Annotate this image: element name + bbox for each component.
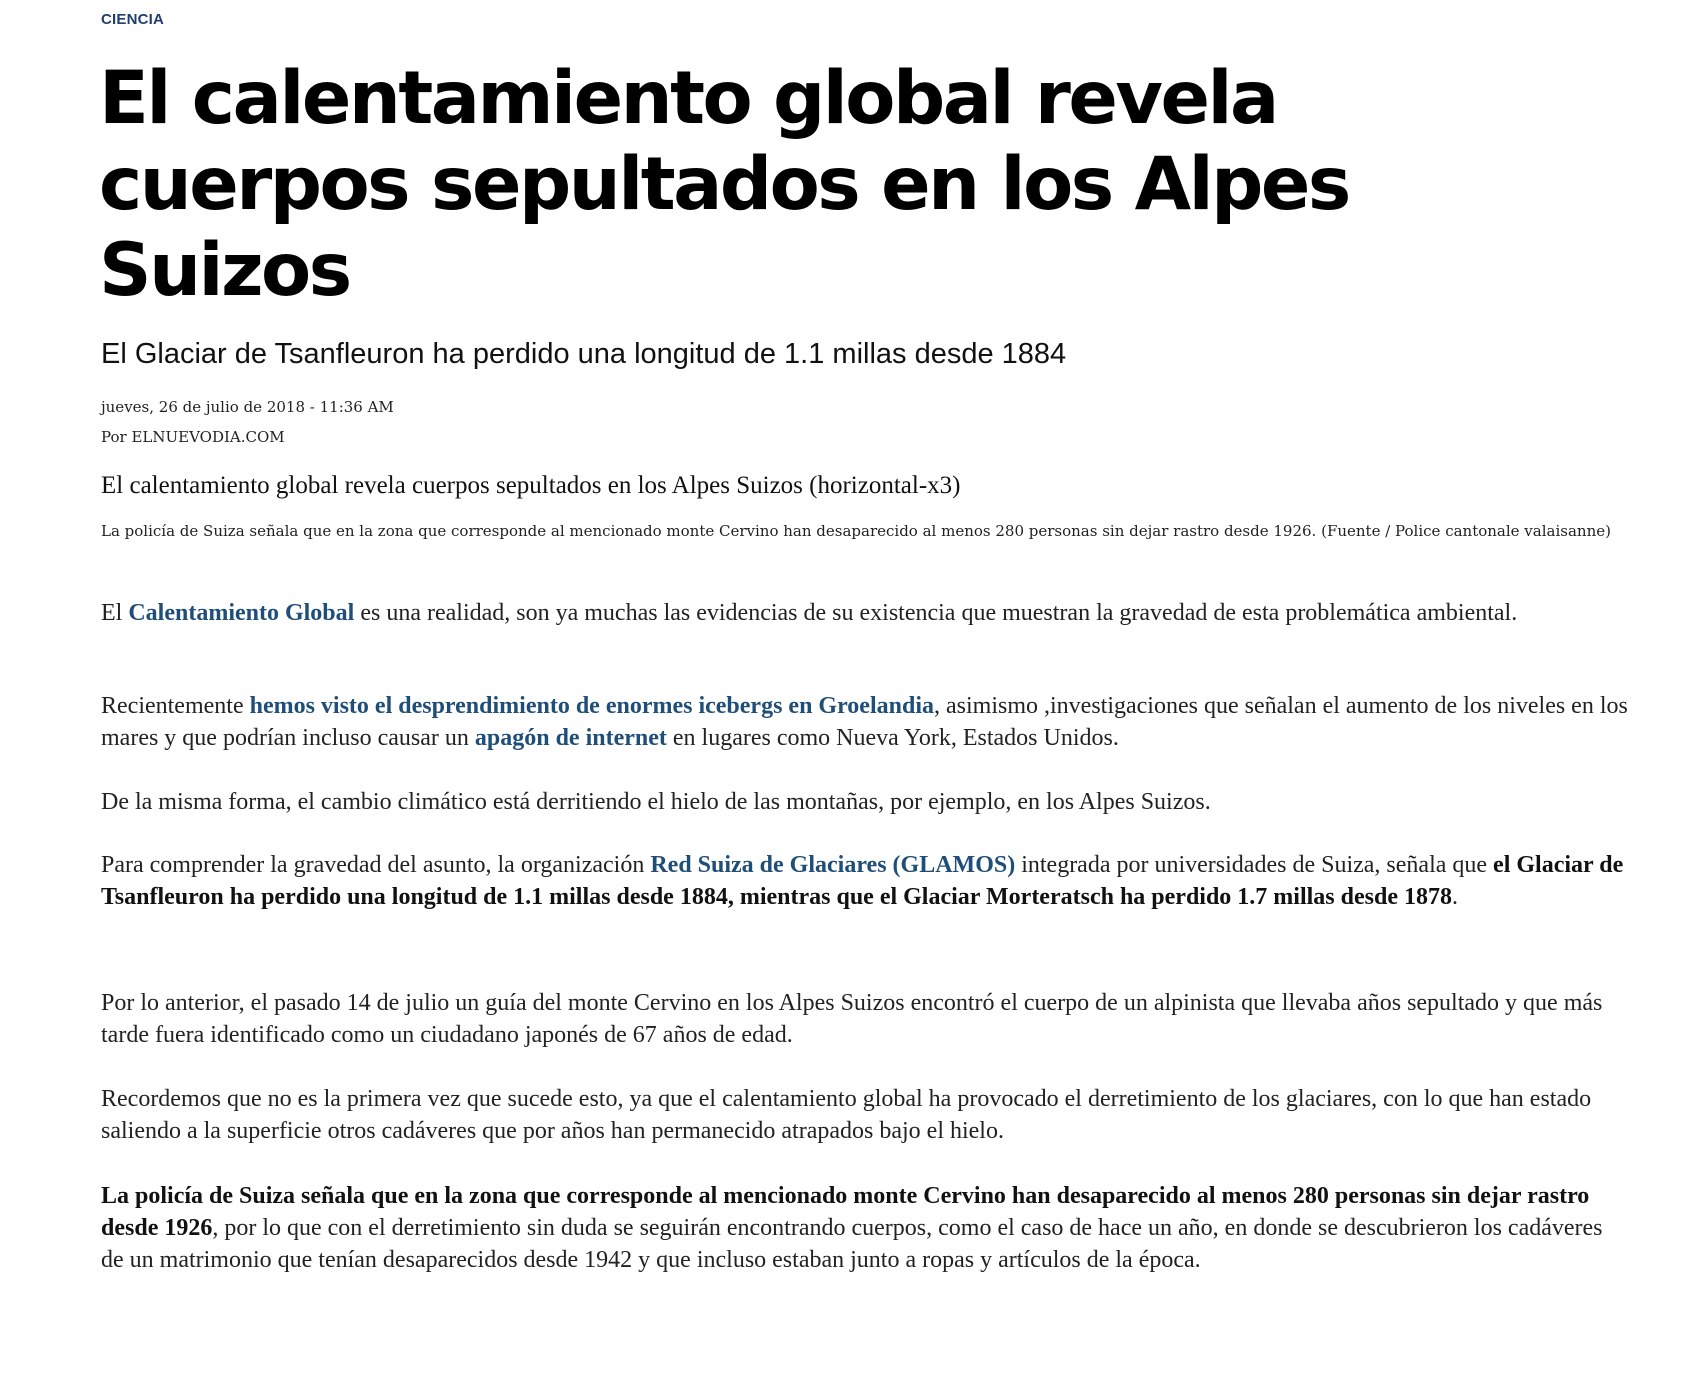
article-headline: El calentamiento global revela cuerpos sepultados en los Alpes Suizos bbox=[99, 56, 1349, 313]
paragraph-text: en lugares como Nueva York, Estados Unidos. bbox=[666, 725, 1119, 751]
paragraph-1 bbox=[101, 597, 1631, 629]
article-date: jueves, 26 de julio de 2018 - 11:36 AM bbox=[101, 398, 394, 416]
paragraph-text: , asimismo ,investigaciones que señalan el aumento de los niveles en los mares y que podrían incluso causar un bbox=[101, 693, 1628, 751]
paragraph-text: , por lo que con el derretimiento sin duda se seguirán encontrando cuerpos, como el caso de hace un año, en donde se descubrieron los cadáveres de un matrimonio que tenían desaparecidos desde 1942 y que incluso estaban junto a ropas y artículos de la época. bbox=[101, 1215, 1603, 1273]
article-subheadline: El Glaciar de Tsanfleuron ha perdido una longitud de 1.1 millas desde 1884 bbox=[101, 338, 1067, 370]
paragraph-text: es una realidad, son ya muchas las evidencias de su existencia que muestran la gravedad de esta problemática ambiental. bbox=[354, 600, 1518, 626]
section-label[interactable]: CIENCIA bbox=[101, 11, 165, 28]
paragraph-text: . bbox=[1451, 884, 1458, 910]
paragraph-text: integrada por universidades de Suiza, señala que bbox=[1015, 852, 1494, 878]
link-glamos[interactable]: Red Suiza de Glaciares (GLAMOS) bbox=[650, 852, 1016, 878]
image-caption-title: El calentamiento global revela cuerpos sepultados en los Alpes Suizos (horizontal-x3) bbox=[101, 472, 961, 499]
paragraph-bold-text: el Glaciar de Tsanfleuron ha perdido una longitud de 1.1 millas desde 1884, mientras que el Glaciar Morteratsch ha perdido 1.7 millas desde 1878 bbox=[101, 852, 1624, 910]
link-icebergs-groelandia[interactable]: hemos visto el desprendimiento de enormes icebergs en Groelandia bbox=[249, 693, 934, 719]
image-caption-text: La policía de Suiza señala que en la zona que corresponde al mencionado monte Cervino han desaparecido al menos 280 personas sin dejar rastro desde 1926. (Fuente / Police cantonale valaisanne) bbox=[101, 522, 1611, 540]
link-calentamiento-global[interactable]: Calentamiento Global bbox=[128, 600, 355, 626]
link-apagon-internet[interactable]: apagón de internet bbox=[474, 725, 667, 751]
paragraph-text: Para comprender la gravedad del asunto, la organización bbox=[101, 852, 651, 878]
paragraph-6: Recordemos que no es la primera vez que sucede esto, ya que el calentamiento global ha provocado el derretimiento de los glaciares, con lo que han estado saliendo a la superficie otros cadáveres que por años han permanecido atrapados bajo el hielo. bbox=[101, 1086, 1592, 1144]
paragraph-2 bbox=[101, 690, 1631, 754]
paragraph-3: De la misma forma, el cambio climático está derritiendo el hielo de las montañas, por ejemplo, en los Alpes Suizos. bbox=[101, 789, 1211, 815]
paragraph-5: Por lo anterior, el pasado 14 de julio un guía del monte Cervino en los Alpes Suizos encontró el cuerpo de un alpinista que llevaba años sepultado y que más tarde fuera identificado como un ciudadano japonés de 67 años de edad. bbox=[101, 990, 1603, 1048]
paragraph-text: El bbox=[101, 600, 129, 626]
paragraph-text: Recientemente bbox=[101, 693, 250, 719]
article-byline: Por ELNUEVODIA.COM bbox=[101, 428, 285, 446]
paragraph-7 bbox=[101, 1180, 1631, 1276]
paragraph-4 bbox=[101, 849, 1631, 913]
paragraph-bold-text: La policía de Suiza señala que en la zona que corresponde al mencionado monte Cervino han desaparecido al menos 280 personas sin dejar rastro desde 1926 bbox=[101, 1183, 1590, 1241]
